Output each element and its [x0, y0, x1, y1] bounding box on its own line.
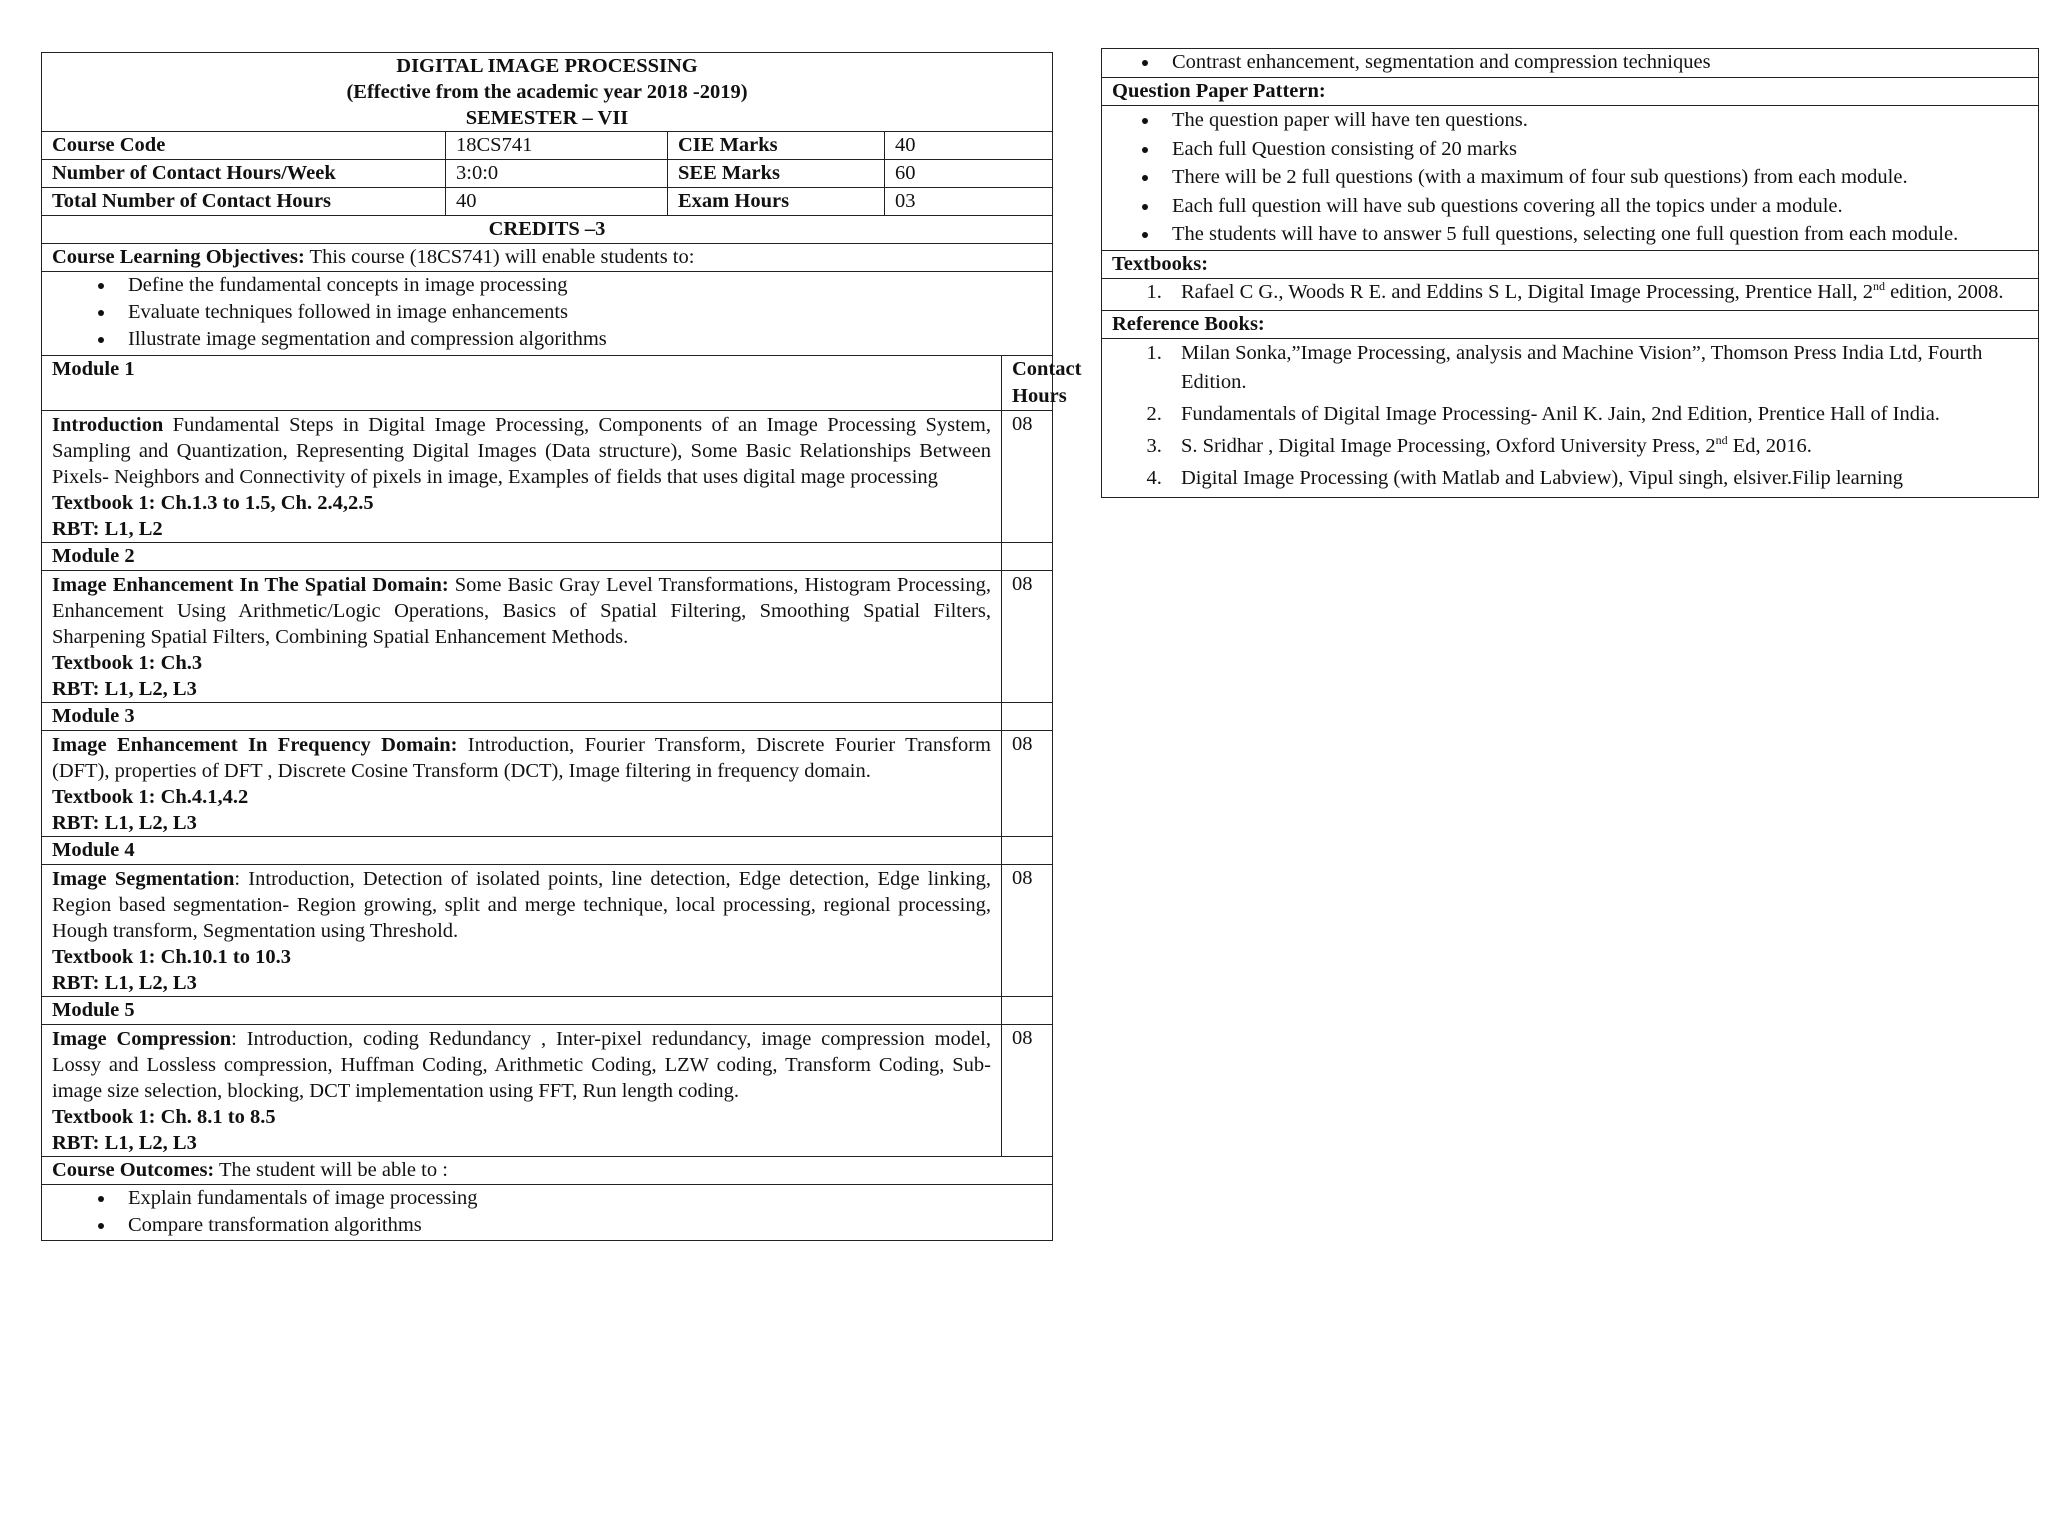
module-2-text: Some Basic Gray Level Transformations, Histogram Processing, Enhancement Using Arithmetic/Logic Operations, Basics of Spatial Filtering, Smoothing Spatial Filters, Sharpening Spatial Filters, Combining Spatial Enhancement Methods. — [52, 574, 991, 648]
module-1-label: Module 1 — [42, 356, 1002, 411]
module-3-header-row — [42, 703, 1053, 731]
list-item: • Each full question will have sub questions covering all the topics under a module. — [1160, 192, 2028, 221]
reference-books-list-row — [1102, 338, 2039, 497]
module-2-hours: 08 — [1002, 571, 1053, 703]
module-3-hours: 08 — [1002, 731, 1053, 837]
module-3-label: Module 3 — [42, 703, 1002, 731]
list-item: 3. S. Sridhar , Digital Image Processing, Oxford University Press, 2nd Ed, 2016. — [1167, 432, 2028, 461]
module-5-content — [42, 1025, 1002, 1157]
outcomes-intro: The student will be able to : — [214, 1159, 448, 1181]
list-item: 1. Rafael C G., Woods R E. and Eddins S L, Digital Image Processing, Prentice Hall, 2nd edition, 2008. — [1167, 279, 2028, 305]
textbooks-header-row — [1102, 250, 2039, 278]
course-code-value: 18CS741 — [446, 132, 668, 160]
module-2-content — [42, 571, 1002, 703]
exam-hours-label: Exam Hours — [668, 188, 885, 216]
outcomes-list-continued — [1112, 49, 2028, 76]
module-5-header-row — [42, 997, 1053, 1025]
module-4-label: Module 4 — [42, 837, 1002, 865]
exam-hours-value: 03 — [885, 188, 1053, 216]
info-row-contact-week — [42, 160, 1053, 188]
contact-hours-week-value: 3:0:0 — [446, 160, 668, 188]
cie-marks-value: 40 — [885, 132, 1053, 160]
see-marks-label: SEE Marks — [668, 160, 885, 188]
credits-label: CREDITS –3 — [42, 216, 1053, 244]
total-contact-hours-value: 40 — [446, 188, 668, 216]
course-code-label: Course Code — [42, 132, 446, 160]
module-2-rbt: RBT: L1, L2, L3 — [52, 678, 197, 700]
question-paper-list-row — [1102, 106, 2039, 251]
objectives-intro: This course (18CS741) will enable students to: — [304, 246, 695, 268]
textbooks-list — [1112, 279, 2028, 305]
outcomes-continued-row — [1102, 49, 2039, 78]
module-1-hours: 08 — [1002, 411, 1053, 543]
module-4-text: : Introduction, Detection of isolated points, line detection, Edge detection, Edge linking, Region based segmentation- Region growing, split and merge technique, local processing, regional processing, Hough transform, Segmentation using Threshold. — [52, 868, 992, 942]
module-4-hours: 08 — [1002, 865, 1053, 997]
module-5-label: Module 5 — [42, 997, 1002, 1025]
header-row — [42, 53, 1053, 132]
list-item: • Compare transformation algorithms — [116, 1212, 1042, 1239]
list-item: • There will be 2 full questions (with a maximum of four sub questions) from each module. — [1160, 163, 2028, 192]
module-5-textbook: Textbook 1: Ch. 8.1 to 8.5 — [52, 1106, 276, 1128]
syllabus-page-right — [1101, 48, 2039, 498]
list-item: • Contrast enhancement, segmentation and compression techniques — [1160, 49, 2028, 76]
list-item: • The students will have to answer 5 full questions, selecting one full question from each module. — [1160, 220, 2028, 249]
module-4-header-blank — [1002, 837, 1053, 865]
outcomes-label: Course Outcomes: — [52, 1159, 215, 1181]
objectives-header-row — [42, 244, 1053, 272]
module-2-header-blank — [1002, 543, 1053, 571]
objectives-label: Course Learning Objectives: — [52, 246, 305, 268]
reference-books-label: Reference Books: — [1102, 310, 2039, 338]
module-4-content — [42, 865, 1002, 997]
module-1-heading: Introduction — [52, 414, 164, 436]
total-contact-hours-label: Total Number of Contact Hours — [42, 188, 446, 216]
module-2-label: Module 2 — [42, 543, 1002, 571]
list-item: 2. Fundamentals of Digital Image Processing- Anil K. Jain, 2nd Edition, Prentice Hall of India. — [1167, 400, 2028, 429]
contact-hours-week-label: Number of Contact Hours/Week — [42, 160, 446, 188]
module-4-header-row — [42, 837, 1053, 865]
module-4-heading: Image Segmentation — [52, 868, 235, 890]
question-paper-list — [1112, 106, 2028, 249]
list-item: 1. Milan Sonka,”Image Processing, analysis and Machine Vision”, Thomson Press India Ltd, Fourth Edition. — [1167, 339, 2028, 397]
objectives-list — [52, 272, 1042, 353]
module-5-content-row — [42, 1025, 1053, 1157]
module-5-text: : Introduction, coding Redundancy , Inter-pixel redundancy, image compression model, Lossy and Lossless compression, Huffman Coding, Arithmetic Coding, LZW coding, Transform Coding, Sub-image size selection, blocking, DCT implementation using FFT, Run length coding. — [52, 1028, 991, 1102]
list-item: • Define the fundamental concepts in image processing — [116, 272, 1042, 299]
module-1-text: Fundamental Steps in Digital Image Processing, Components of an Image Processing System, Sampling and Quantization, Representing Digital Images (Data structure), Some Basic Relationships Between Pixels- Neighbors and Connectivity of pixels in image, Examples of fields that uses digital mage processing — [52, 414, 991, 488]
module-5-heading: Image Compression — [52, 1028, 232, 1050]
module-1-rbt: RBT: L1, L2 — [52, 518, 163, 540]
module-2-textbook: Textbook 1: Ch.3 — [52, 652, 203, 674]
question-paper-header-row — [1102, 78, 2039, 106]
module-2-content-row — [42, 571, 1053, 703]
list-item: 4. Digital Image Processing (with Matlab and Labview), Vipul singh, elsiver.Filip learning — [1167, 464, 2028, 493]
list-item: • Explain fundamentals of image processing — [116, 1185, 1042, 1212]
outcomes-list — [52, 1185, 1042, 1239]
info-row-total-hours — [42, 188, 1053, 216]
effective-year: (Effective from the academic year 2018 -2019) — [346, 81, 748, 103]
module-3-header-blank — [1002, 703, 1053, 731]
syllabus-table — [41, 52, 1082, 1241]
syllabus-table-continued — [1101, 48, 2039, 498]
module-3-textbook: Textbook 1: Ch.4.1,4.2 — [52, 786, 249, 808]
outcomes-header-row — [42, 1157, 1053, 1185]
objectives-list-row — [42, 272, 1053, 356]
contact-hours-header: Contact Hours — [1002, 356, 1053, 411]
module-1-textbook: Textbook 1: Ch.1.3 to 1.5, Ch. 2.4,2.5 — [52, 492, 374, 514]
list-item: • Each full Question consisting of 20 marks — [1160, 135, 2028, 164]
credits-row — [42, 216, 1053, 244]
module-3-rbt: RBT: L1, L2, L3 — [52, 812, 197, 834]
module-4-rbt: RBT: L1, L2, L3 — [52, 972, 197, 994]
module-5-rbt: RBT: L1, L2, L3 — [52, 1132, 197, 1154]
module-2-heading: Image Enhancement In The Spatial Domain: — [52, 574, 449, 596]
cie-marks-label: CIE Marks — [668, 132, 885, 160]
reference-books-header-row — [1102, 310, 2039, 338]
textbooks-list-row — [1102, 278, 2039, 310]
module-1-content — [42, 411, 1002, 543]
module-3-content — [42, 731, 1002, 837]
module-3-content-row — [42, 731, 1053, 837]
list-item: • Illustrate image segmentation and compression algorithms — [116, 326, 1042, 353]
module-5-hours: 08 — [1002, 1025, 1053, 1157]
module-4-content-row — [42, 865, 1053, 997]
reference-books-list — [1112, 339, 2028, 493]
semester-label: SEMESTER – VII — [465, 107, 629, 129]
list-item: • The question paper will have ten questions. — [1160, 106, 2028, 135]
module-1-content-row — [42, 411, 1053, 543]
module-2-header-row — [42, 543, 1053, 571]
module-3-heading: Image Enhancement In Frequency Domain: — [52, 734, 458, 756]
syllabus-page-left — [41, 52, 1082, 1241]
question-paper-label: Question Paper Pattern: — [1102, 78, 2039, 106]
list-item: • Evaluate techniques followed in image enhancements — [116, 299, 1042, 326]
see-marks-value: 60 — [885, 160, 1053, 188]
module-3-text: Introduction, Fourier Transform, Discrete Fourier Transform (DFT), properties of DFT , Discrete Cosine Transform (DCT), Image filtering in frequency domain. — [52, 734, 991, 782]
info-row-course-code — [42, 132, 1053, 160]
outcomes-list-row — [42, 1185, 1053, 1241]
course-title: DIGITAL IMAGE PROCESSING — [396, 55, 698, 77]
textbooks-label: Textbooks: — [1102, 250, 2039, 278]
module-1-header-row — [42, 356, 1053, 411]
module-4-textbook: Textbook 1: Ch.10.1 to 10.3 — [52, 946, 292, 968]
module-5-header-blank — [1002, 997, 1053, 1025]
